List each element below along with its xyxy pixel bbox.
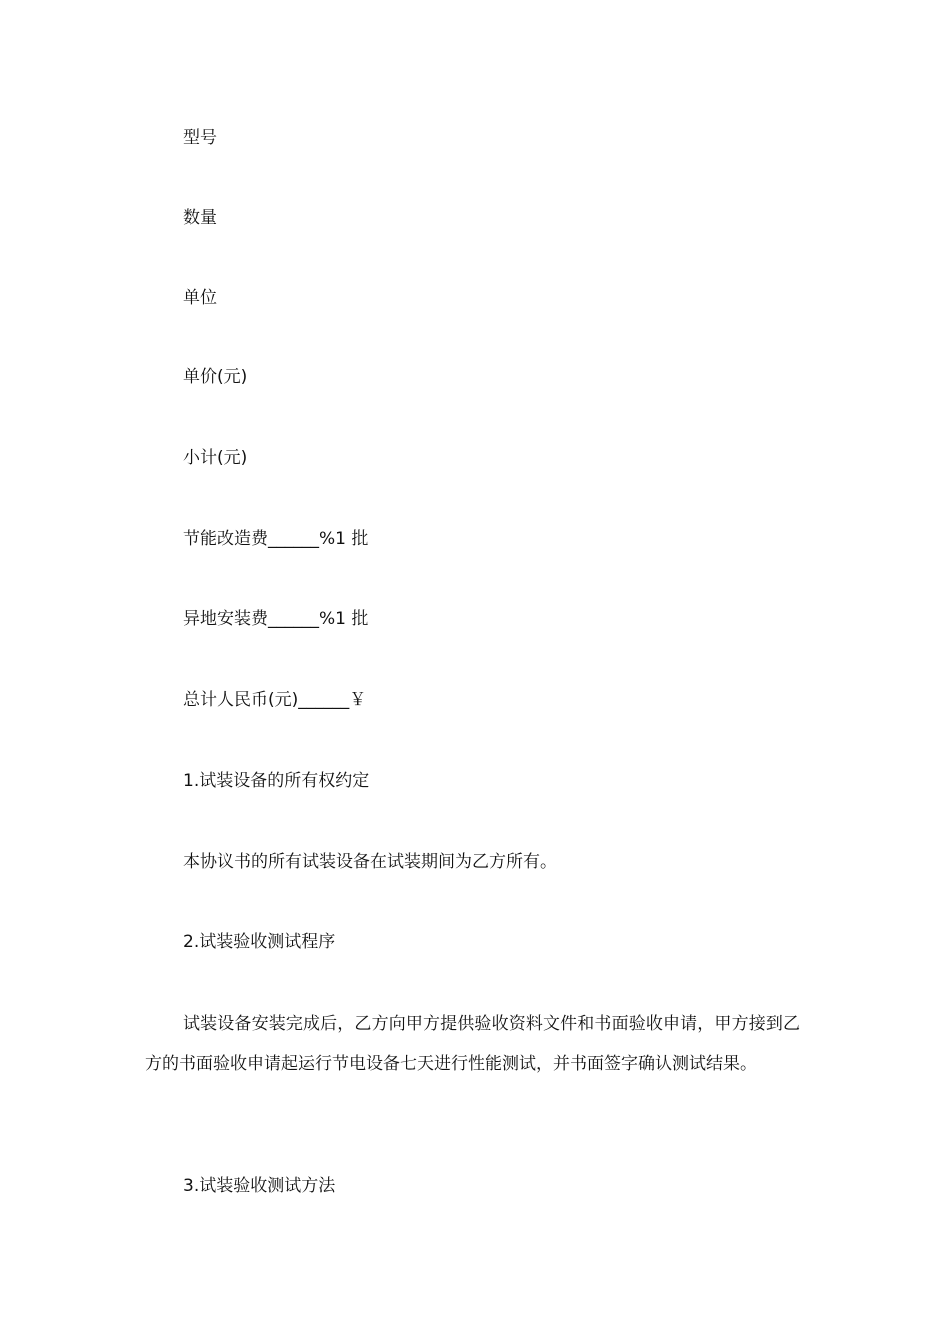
section-heading-acceptance-procedure: 2.试装验收测试程序 bbox=[183, 932, 336, 952]
acceptance-procedure-paragraph: 试装设备安装完成后，乙方向甲方提供验收资料文件和书面验收申请，甲方接到乙方的书面验收申请起运行节电设备七天进行性能测试，并书面签字确认测试结果。 bbox=[145, 1014, 800, 1074]
field-energy-retrofit-fee: 节能改造费______%1 批 bbox=[183, 529, 369, 549]
section-heading-acceptance-method: 3.试装验收测试方法 bbox=[183, 1176, 336, 1196]
field-unit: 单位 bbox=[183, 288, 217, 308]
field-remote-install-fee: 异地安装费______%1 批 bbox=[183, 609, 369, 629]
field-quantity: 数量 bbox=[183, 208, 217, 228]
field-model: 型号 bbox=[183, 128, 217, 148]
section-heading-ownership: 1.试装设备的所有权约定 bbox=[183, 771, 370, 791]
field-unit-price: 单价(元) bbox=[183, 367, 248, 387]
field-total-rmb: 总计人民币(元)______￥ bbox=[183, 690, 367, 710]
field-subtotal: 小计(元) bbox=[183, 448, 248, 468]
ownership-statement: 本协议书的所有试装设备在试装期间为乙方所有。 bbox=[183, 852, 557, 872]
